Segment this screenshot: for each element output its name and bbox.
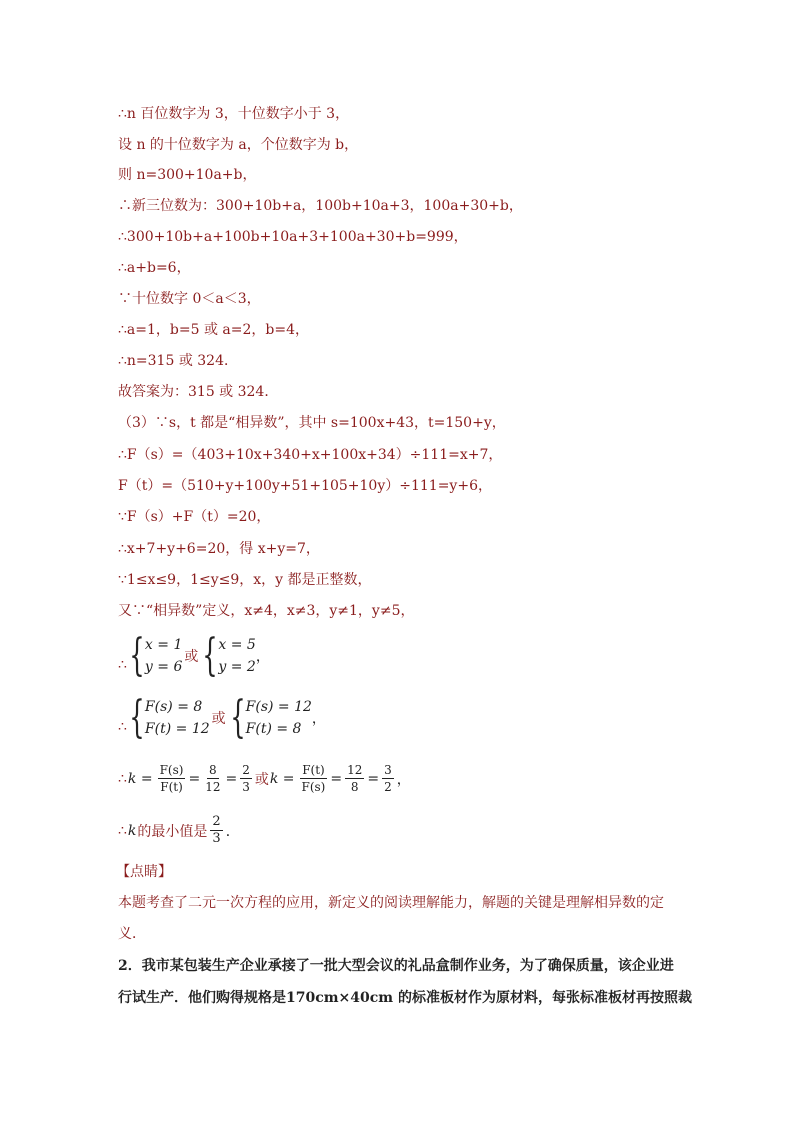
comment-heading: 【点睛】 bbox=[116, 864, 172, 880]
system-a bbox=[145, 634, 182, 678]
solution-line-3: 则 n=300+10a+b， bbox=[118, 167, 257, 183]
denominator: 2 bbox=[384, 780, 392, 794]
answer-line: 故答案为：315 或 324． bbox=[118, 384, 279, 400]
problem-2-line-2: 行试生产．他们购得规格是170cm×40cm 的标准板材作为原材料，每张标准板材再按照裁 bbox=[118, 990, 692, 1006]
therefore-symbol: ∴ bbox=[118, 719, 127, 735]
f-solution-system bbox=[118, 692, 326, 743]
equals: = bbox=[367, 770, 380, 787]
solution-line-5: ∴300+10b+a+100b+10a+3+100a+30+b=999， bbox=[118, 229, 468, 245]
comma: ， bbox=[396, 771, 411, 788]
system-b bbox=[246, 696, 312, 740]
fraction-2-3 bbox=[210, 814, 222, 847]
problem-2-line-1: 2．我市某包装生产企业承接了一批大型会议的礼品盒制作业务，为了确保质量，该企业进 bbox=[118, 958, 674, 974]
ft-formula-line: F（t）=（510+y+100y+51+105+10y）÷111=y+6， bbox=[118, 478, 492, 494]
k-label: k bbox=[127, 822, 137, 839]
solution-line-1: ∴n 百位数字为 3，十位数字小于 3， bbox=[118, 106, 350, 122]
eq-y6: y = 6 bbox=[144, 659, 183, 675]
system-b bbox=[218, 634, 255, 678]
solution-line-8: ∴a=1，b=5 或 a=2，b=4， bbox=[118, 322, 309, 338]
comment-body-line-2: 义． bbox=[118, 926, 146, 942]
comma: ， bbox=[311, 711, 326, 727]
left-brace: { bbox=[202, 630, 219, 681]
period: ． bbox=[225, 823, 240, 840]
sum-condition-line: ∵F（s）+F（t）=20， bbox=[118, 509, 271, 525]
solution-line-9: ∴n=315 或 324． bbox=[118, 353, 238, 369]
numerator: F(s) bbox=[159, 763, 184, 777]
solution-line-2: 设 n 的十位数字为 a，个位数字为 b， bbox=[118, 137, 359, 153]
denominator: 3 bbox=[212, 831, 221, 846]
therefore-symbol: ∴ bbox=[118, 770, 127, 787]
numerator: 8 bbox=[209, 763, 217, 777]
eq-fs8: F(s) = 8 bbox=[144, 699, 203, 715]
eq-ft8: F(t) = 8 bbox=[245, 721, 302, 737]
k-label: k = bbox=[269, 770, 295, 787]
fraction-3-2 bbox=[382, 762, 394, 795]
fs-formula-line: ∴F（s）=（403+10x+340+x+100x+34）÷111=x+7， bbox=[118, 447, 503, 463]
or-word: 或 bbox=[211, 711, 226, 727]
numerator: 3 bbox=[384, 763, 392, 777]
or-word: 或 bbox=[254, 771, 269, 788]
k-label: k = bbox=[127, 770, 153, 787]
left-brace: { bbox=[229, 692, 246, 743]
system-a bbox=[145, 696, 210, 740]
eq-x1: x = 1 bbox=[144, 637, 183, 653]
fraction-fs-ft bbox=[158, 762, 186, 795]
comment-body-line-1: 本题考查了二元一次方程的应用，新定义的阅读理解能力，解题的关键是理解相异数的定 bbox=[118, 895, 664, 911]
denominator: 8 bbox=[350, 780, 359, 794]
solution-line-6: ∴a+b=6， bbox=[118, 260, 191, 276]
equals: = bbox=[188, 770, 201, 787]
fraction-12-8 bbox=[345, 762, 364, 795]
xy-solution-system bbox=[118, 630, 270, 681]
numerator: F(t) bbox=[302, 763, 325, 777]
left-brace: { bbox=[129, 630, 145, 681]
denominator: F(s) bbox=[301, 780, 326, 794]
fraction-2-3 bbox=[240, 762, 252, 795]
xy-sum-line: ∴x+7+y+6=20，得 x+y=7， bbox=[118, 541, 320, 557]
part3-intro-line: （3）∵s，t 都是“相异数”，其中 s=100x+43，t=150+y， bbox=[118, 415, 506, 431]
eq-y2: y = 2 bbox=[218, 659, 256, 675]
definition-line: 又∵“相异数”定义，x≠4，x≠3，y≠1，y≠5， bbox=[118, 603, 415, 619]
or-word: 或 bbox=[184, 649, 199, 665]
fraction-8-12 bbox=[203, 762, 222, 795]
comma: ， bbox=[255, 649, 270, 665]
eq-fs12: F(s) = 12 bbox=[245, 699, 312, 715]
eq-ft12: F(t) = 12 bbox=[144, 721, 210, 737]
denominator: 12 bbox=[205, 780, 221, 794]
k-value-line bbox=[118, 762, 411, 795]
denominator: F(t) bbox=[160, 780, 183, 794]
left-brace: { bbox=[129, 692, 145, 743]
solution-line-7: ∵十位数字 0＜a＜3， bbox=[118, 291, 261, 307]
eq-x5: x = 5 bbox=[218, 637, 256, 653]
numerator: 12 bbox=[347, 763, 363, 777]
numerator: 2 bbox=[212, 814, 221, 829]
range-line: ∵1≤x≤9，1≤y≤9，x，y 都是正整数， bbox=[118, 572, 372, 588]
therefore-symbol: ∴ bbox=[118, 657, 127, 673]
solution-line-4: ∴新三位数为：300+10b+a，100b+10a+3，100a+30+b， bbox=[118, 198, 523, 214]
therefore-symbol: ∴ bbox=[118, 822, 127, 839]
numerator: 2 bbox=[242, 763, 250, 777]
fraction-ft-fs bbox=[300, 762, 328, 795]
equals: = bbox=[330, 770, 343, 787]
equals: = bbox=[225, 770, 238, 787]
denominator: 3 bbox=[242, 780, 250, 794]
min-value-line bbox=[118, 814, 240, 847]
min-value-text: 的最小值是 bbox=[137, 823, 208, 840]
